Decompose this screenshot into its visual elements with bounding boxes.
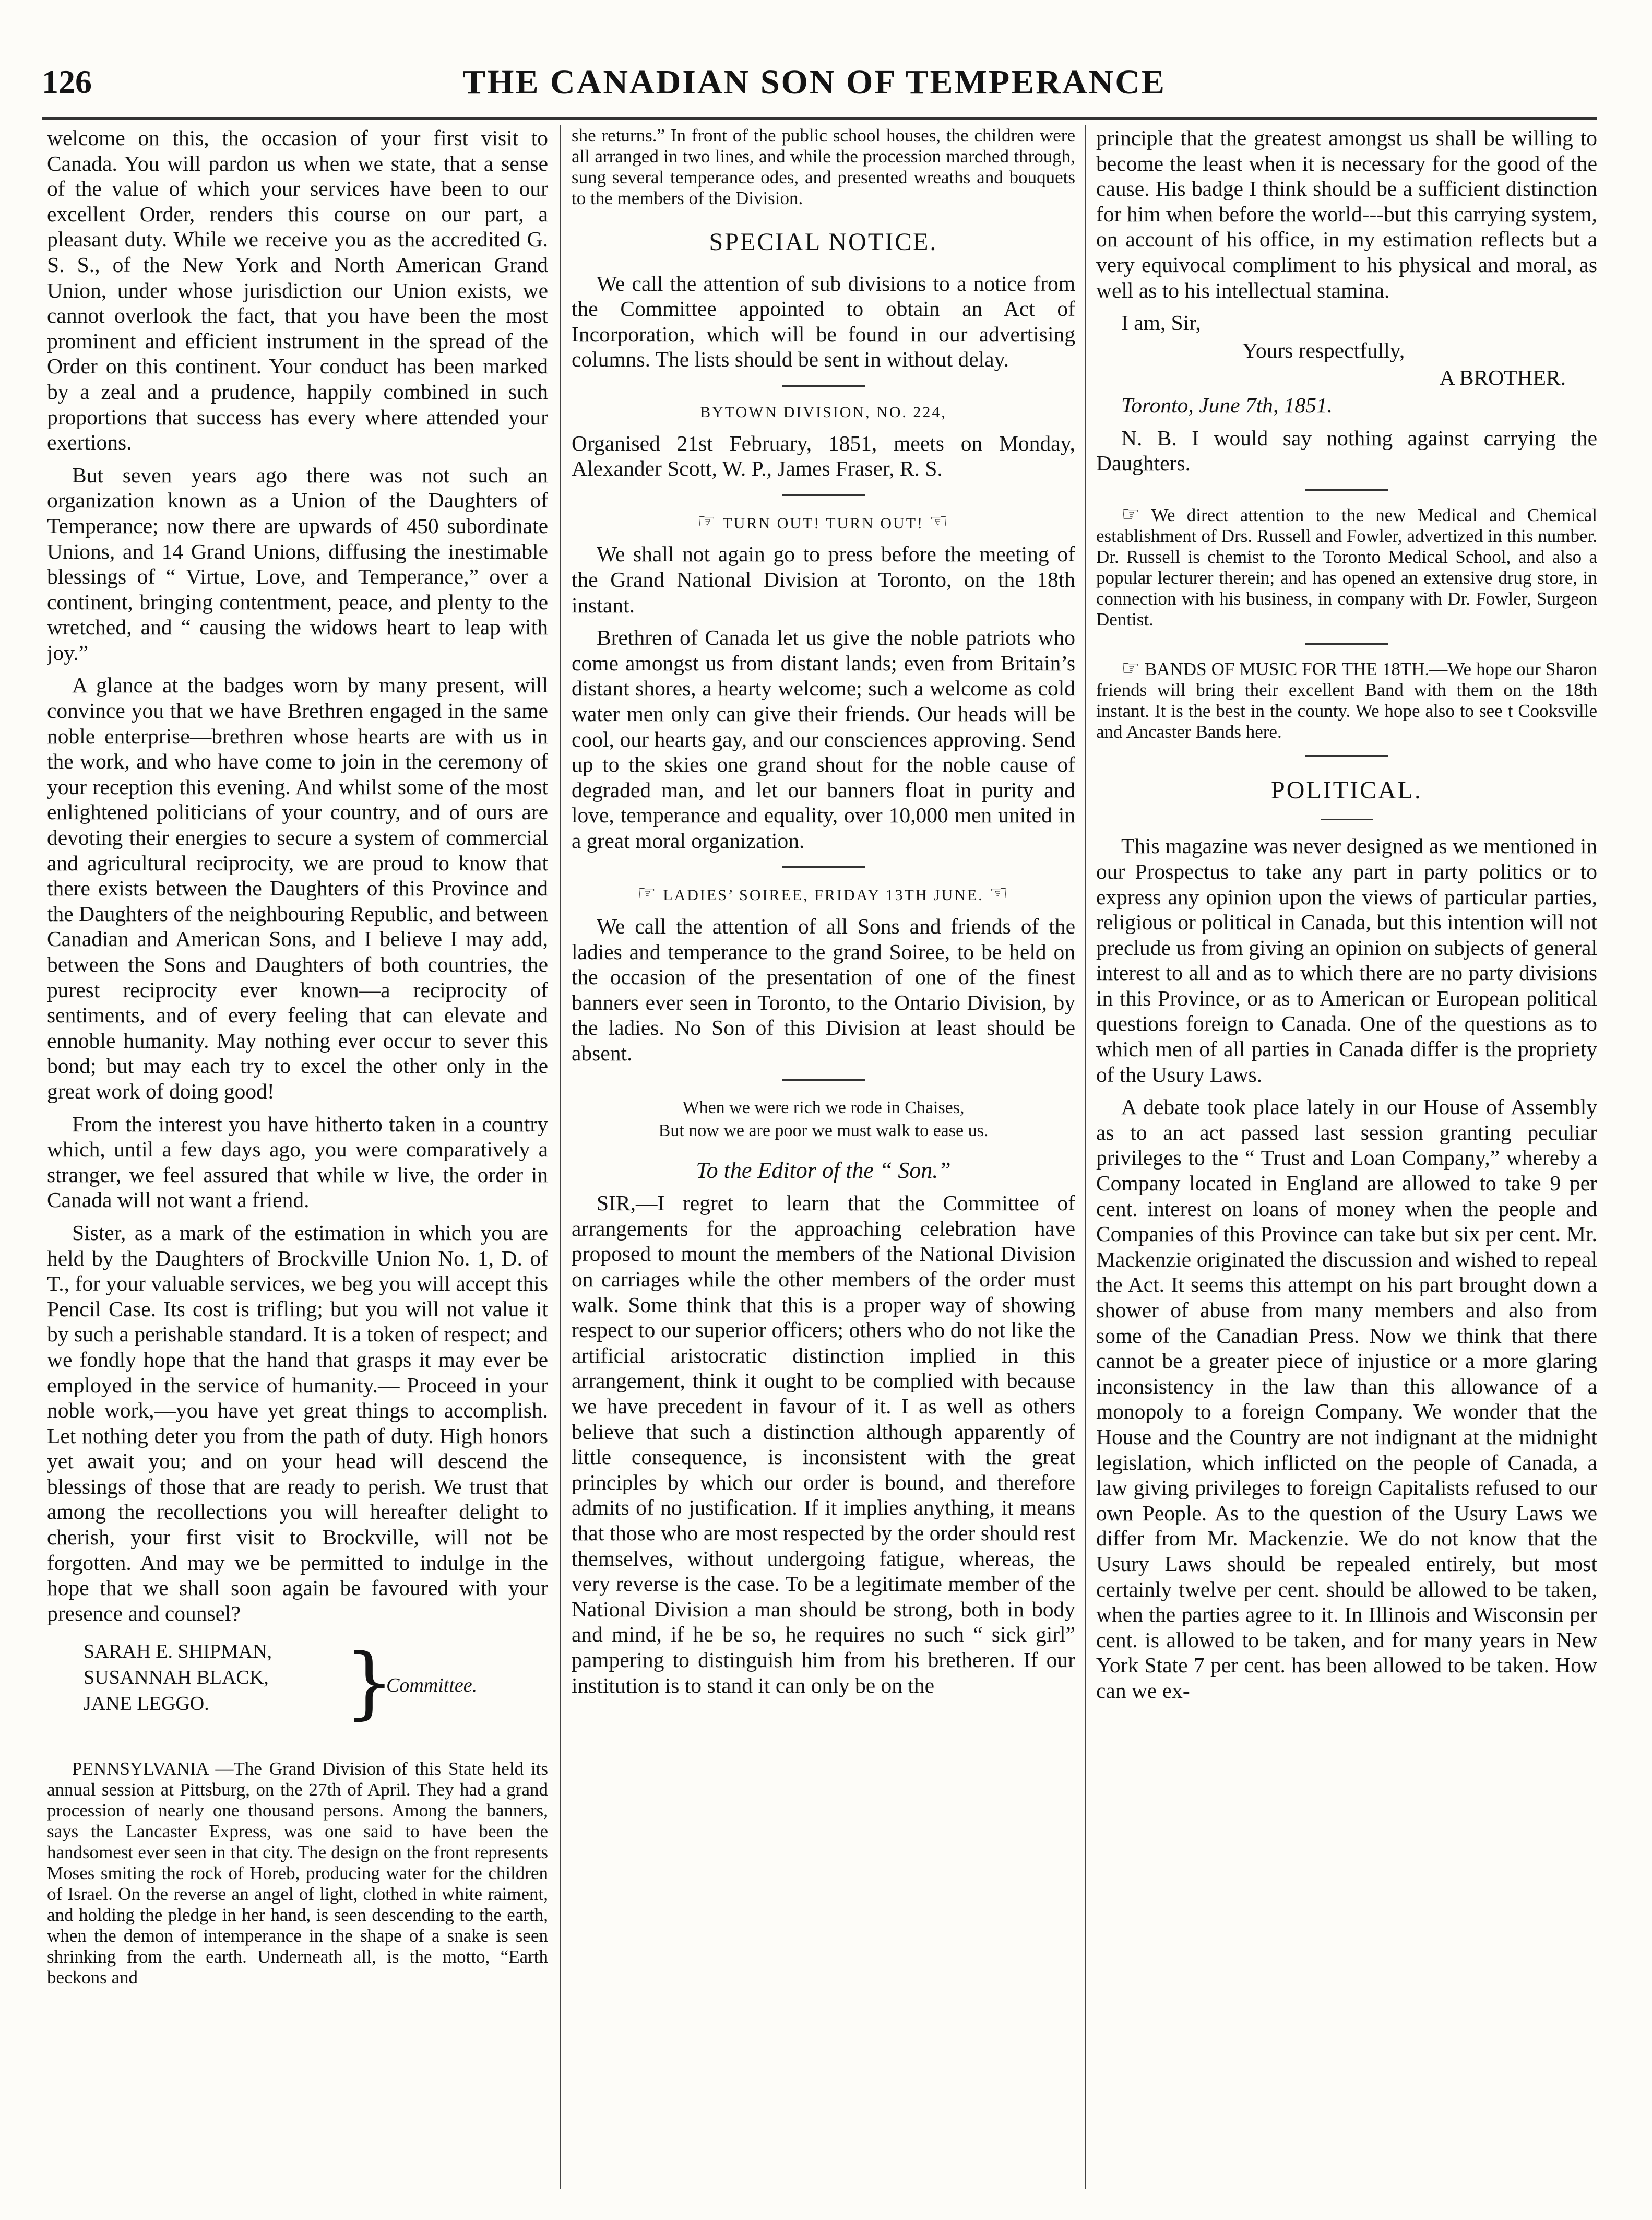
page-header	[42, 57, 1587, 115]
pennsylvania-item: PENNSYLVANIA —The Grand Division of this State held its annual session at Pittsburg, on the 27th of April. They had a grand procession of nearly one thousand persons. Among the banners, says the Lancaster Express, was one said to have been the handsomest ever seen in that city. The design on the front represents Moses smiting the rock of Horeb, producing water for the children of Israel. On the reverse an angel of light, clothed in white raiment, and holding the pledge in her hand, is seen descending to the earth, when the demon of intemperance in the shape of a snake is seen shrinking from the earth. Underneath all, is the motto, “Earth beckons and	[47, 1758, 548, 1988]
signoff-line: I am, Sir,	[1121, 311, 1201, 335]
paragraph: A glance at the badges worn by many present, will convince you that we have Brethren engaged in the same noble enterprise—brethren whose hearts are with us in the work, and who have come to join in the ceremony of your reception this evening. And whilst some of the most enlightened politicians of your country, and of ours are devoting their energies to secure a system of commercial and agricultural reciprocity, we are proud to know that there exists between the Daughters of this Province and the Daughters of the neighbouring Republic, and between Canadian and American Sons, and I believe I may add, between the Sons and Daughters of both countries, the purest reciprocity ever known—a reciprocity of sentiments, and of every feeling that can elevate and ennoble humanity. May nothing ever occur to sever this bond; but may each try to excel the other only in the great work of doing good!	[47, 673, 548, 1103]
paragraph: But seven years ago there was not such an organization known as a Union of the Daughters of Temperance; now there are upwards of 450 subordinate Unions, and 14 Grand Unions, diffusing the inestimable blessings of “ Virtue, Love, and Temperance,” over a continent, bringing contentment, peace, and plenty to the wretched, and “ causing the widows heart to leap with joy.”	[47, 463, 548, 665]
paragraph: she returns.” In front of the public school houses, the children were all arranged in two lines, and while the procession marched through, sung several temperance odes, and presented wreaths and bouquets to the members of the Division.	[572, 125, 1075, 208]
section-rule	[782, 494, 865, 496]
column-1	[47, 125, 548, 2189]
pointing-hand-icon: ☞	[637, 881, 658, 906]
verse	[572, 1096, 1075, 1142]
bands-notice-text: BANDS OF MUSIC FOR THE 18TH.—We hope our Sharon friends will bring their excellent Band with them on the 18th instant. It is the best in the county. We hope also to see t Cooksville and Ancaster Bands here.	[1096, 658, 1597, 742]
page-number: 126	[42, 63, 92, 100]
paragraph: From the interest you have hitherto taken in a country which, until a few days ago, you were comparatively a stranger, we feel assured that while w live, the order in Canada will not want a friend.	[47, 1112, 548, 1212]
section-rule	[782, 1079, 865, 1081]
section-rule	[1305, 755, 1388, 757]
signoff-line: Yours respectfully,	[1242, 338, 1405, 362]
header-rule	[42, 117, 1597, 120]
verse-line: But now we are poor we must walk to ease us.	[658, 1120, 989, 1140]
column-divider	[560, 125, 561, 2189]
turnout-heading-text: TURN OUT! TURN OUT!	[722, 514, 924, 532]
letter-heading: To the Editor of the “ Son.”	[696, 1157, 951, 1183]
letter-body: SIR,—I regret to learn that the Committee of arrangements for the approaching celebration have proposed to mount the members of the National Division on carriages while the other members of the order must walk. Some think that this is a proper way of showing respect to our superior officers; others who do not like the artificial aristocratic distinction implied in this arrangement, think it ought to be complied with because we have precedent in favour of it. I as well as others believe that such a distinction although apparently of little consequence, is inconsistent with the great principles by which our order is bound, and therefore admits of no justification. If it implies anything, it means that those who are most respected by the order should rest themselves, without undergoing fatigue, whereas, the very reverse is the case. To be a legitimate member of the National Division a man should be strong, both in body and mind, if he be so, he requires no such “ sick girl” pampering to distinguish him from his bretheren. If our institution is to stand it can only be on the	[572, 1191, 1075, 1697]
section-rule	[1305, 643, 1388, 645]
paragraph: N. B. I would say nothing against carrying the Daughters.	[1096, 426, 1597, 476]
paragraph: welcome on this, the occasion of your first visit to Canada. You will pardon us when we state, that a sense of the value of which your services have been to our excellent Order, renders this course on our part, a pleasant duty. While we receive you as the accredited G. S. S., of the New York and North American Grand Union, under whose jurisdiction our Union exists, we cannot overlook the fact, that you have been the most prominent and efficient instrument in the spread of the Order on this continent. Your conduct has been marked by a zeal and a prudence, happily combined in such proportions that success has every where attended your exertions.	[47, 126, 548, 455]
committee-name: SARAH E. SHIPMAN,	[84, 1640, 272, 1663]
committee-name: SUSANNAH BLACK,	[84, 1667, 269, 1689]
column-2	[572, 125, 1075, 2189]
column-divider	[1085, 125, 1086, 2189]
committee-label: Committee.	[386, 1674, 478, 1697]
bytown-heading: BYTOWN DIVISION, NO. 224,	[700, 403, 947, 421]
column-3	[1096, 125, 1597, 2189]
committee-signature	[84, 1638, 548, 1732]
paragraph: We call the attention of all Sons and friends of the ladies and temperance to the grand Soiree, to be held on the occasion of the presentation of one of the finest banners ever seen in Toronto, to the Ontario Division, by the ladies. No Son of this Division at least should be absent.	[572, 914, 1075, 1066]
paragraph: principle that the greatest amongst us shall be willing to become the least when it is necessary for the good of the cause. His badge I think should be a sufficient distinction for him when before the world---but this carrying system, on account of his office, in my estimation reflects but a very equivocal compliment to his physical and moral, as well as to his intellectual stamina.	[1096, 126, 1597, 302]
dateline: Toronto, June 7th, 1851.	[1121, 393, 1333, 417]
brace-icon: }	[344, 1637, 395, 1729]
medical-notice-text: We direct attention to the new Medical and Chemical establishment of Drs. Russell and Fowler, advertized in this number. Dr. Russell is chemist to the Toronto Medical School, and also a popular lecturer therein; and has opened an extensive drug store, in connection with his business, in company with Dr. Fowler, Surgeon Dentist.	[1096, 504, 1597, 630]
paragraph: We shall not again go to press before the meeting of the Grand National Division at Toronto, on the 18th instant.	[572, 542, 1075, 617]
bands-notice	[1096, 658, 1597, 742]
pointing-hand-icon: ☜	[989, 881, 1010, 906]
paragraph: A debate took place lately in our House of Assembly as to an act passed last session granting peculiar privileges to the “ Trust and Loan Company,” whereby a Company located in England are allowed to take 9 per cent. interest on loans of money when the people and Companies of this Province can take but six per cent. Mr. Mackenzie originated the discussion and wished to repeal the Act. It seems this attempt on his part brought down a shower of abuse from many members and also from some of the Canadian Press. Now we think that there cannot be a greater piece of injustice or a more glaring inconsistency in the law than this allowance of a monopoly to a foreign Company. We wonder that the House and the Country are not indignant at the midnight legislation, which inflicted on the people of Canada, a law giving privileges to foreign Capitalists refused to our own People. As to the question of the Usury Laws we differ from Mr. Mackenzie. We do not know that the Usury Laws should be repealed entirely, but most certainly twelve per cent. should be allowed to be taken, when the parties agree to it. In Illinois and Wisconsin per cent. is allowed to be taken, and for many years in New York State 7 per cent. has been allowed to be taken. How can we ex-	[1096, 1095, 1597, 1703]
paragraph: Organised 21st February, 1851, meets on Monday, Alexander Scott, W. P., James Fraser, R. S.	[572, 431, 1075, 481]
paragraph: Sister, as a mark of the estimation in which you are held by the Daughters of Brockville Union No. 1, D. of T., for your valuable services, we beg you will accept this Pencil Case. Its cost is trifling; but you will not value it by such a perishable standard. It is a token of respect; and we fondly hope that the hand that grasps it may ever be employed in the service of humanity.— Proceed in your noble work,—you have yet great things to accomplish. Let nothing deter you from the path of duty. High honors yet await you; and on your head will descend the blessings of those that are ready to perish. We trust that among the recollections you will hereafter delight to cherish, your first visit to Brockville, will not be forgotten. And may we be permitted to indulge in the hope that we shall soon again be favoured with your presence and counsel?	[47, 1220, 548, 1625]
medical-notice	[1096, 504, 1597, 630]
section-rule	[1321, 819, 1373, 820]
paragraph: This magazine was never designed as we mentioned in our Prospectus to take any part in party politics or to express any opinion upon the views of particular parties, religious or political in Canada, but this intention will not preclude us from giving an opinion on subjects of general interest to all and as to which there are no party divisions in this Province, or as to American or European political questions foreign to Canada. One of the questions as to which men of all parties in Canada differ is the propriety of the Usury Laws.	[1096, 834, 1597, 1087]
masthead-title: THE CANADIAN SON OF TEMPERANCE	[462, 63, 1166, 101]
pointing-hand-icon: ☞	[697, 509, 718, 534]
ladies-soiree-heading	[572, 881, 1075, 908]
turnout-heading	[572, 509, 1075, 537]
section-rule	[1305, 489, 1388, 491]
pointing-hand-icon: ☞	[1121, 502, 1140, 526]
verse-line: When we were rich we rode in Chaises,	[682, 1097, 965, 1117]
special-notice-heading: SPECIAL NOTICE.	[709, 228, 938, 256]
paragraph: We call the attention of sub divisions to a notice from the Committee appointed to obtain an Act of Incorporation, which will be found in our advertising columns. The lists should be sent in without delay.	[572, 271, 1075, 372]
committee-names	[84, 1638, 272, 1717]
paragraph: Brethren of Canada let us give the noble patriots who come amongst us from distant lands; even from Britain’s distant shores, a hearty welcome; such a welcome as cold water men only can give their friends. Our heads will be cool, our hearts gay, and our consciences approving. Send up to the skies one grand shout for the noble cause of degraded man, and let our banners float in purity and love, temperance and equality, over 10,000 men united in a great moral organization.	[572, 625, 1075, 853]
committee-name: JANE LEGGO.	[84, 1693, 209, 1715]
signoff-signature: A BROTHER.	[1439, 365, 1566, 390]
pointing-hand-icon: ☞	[1121, 656, 1140, 680]
section-rule	[782, 866, 865, 868]
ladies-soiree-heading-text: LADIES’ SOIREE, FRIDAY 13TH JUNE.	[663, 887, 984, 904]
section-rule	[782, 385, 865, 387]
political-heading: POLITICAL.	[1271, 776, 1422, 804]
pointing-hand-icon: ☜	[929, 509, 950, 534]
